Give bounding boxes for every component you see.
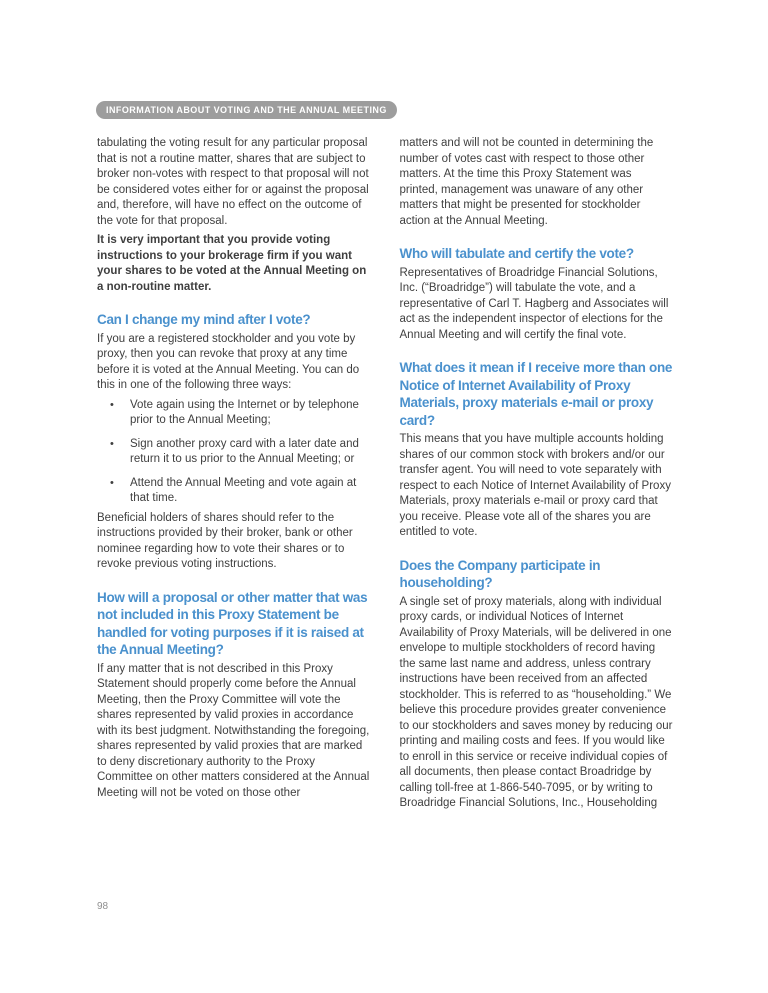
heading-can-i-change-my-mind: Can I change my mind after I vote? (97, 312, 311, 327)
bullet-item-attend-annual-meeting: • Attend the Annual Meeting and vote again at that time. (130, 476, 371, 507)
bullet-item-vote-again-internet: • Vote again using the Internet or by telephone prior to the Annual Meeting; (130, 398, 371, 429)
heading-householding: Does the Company participate in householding? (399, 557, 601, 590)
page-number: 98 (97, 901, 109, 912)
paragraph-beneficial-holders: Beneficial holders of shares should refer to the instructions provided by their broker, bank or other nominee regarding how to vote their shares or to revoke previous voting instructions. (97, 511, 353, 570)
section-header-badge: INFORMATION ABOUT VOTING AND THE ANNUAL MEETING (96, 101, 397, 119)
paragraph-householding: A single set of proxy materials, along with individual proxy cards, or individual Notices of Internet Availability of Proxy Materials, will be delivered in one envelope to multiple stockholders of record having the same last name and address, unless contrary instructions have been received from an affected stockholder. This is referred to as “householding.” We believe this procedure provides greater convenience to our stockholders and saves money by reducing our printing and mailing costs and fees. If you would like to enroll in this service or receive individual copies of all documents, then please contact Broadridge by calling toll-free at 1-866-540-7095, or by writing to Broadridge Financial Solutions, Inc., Householding (399, 595, 673, 809)
heading-how-will-a-proposal-be-handled: How will a proposal or other matter that was not included in this Proxy Statement be handled for voting purposes if it is raised at the Annual Meeting? (97, 589, 368, 657)
right-column (400, 136, 674, 816)
paragraph-important-voting-instructions: It is very important that you provide voting instructions to your brokerage firm if you want your shares to be voted at the Annual Meeting on a non-routine matter. (97, 234, 367, 293)
left-column (97, 136, 371, 816)
paragraph-revoke-proxy: If you are a registered stockholder and you vote by proxy, then you can revoke that proxy at any time before it is voted at the Annual Meeting. You can do this in one of the following three ways: (97, 332, 360, 391)
heading-multiple-notices: What does it mean if I receive more than one Notice of Internet Availability of Proxy Materials, proxy materials e-mail or proxy card? (399, 360, 673, 428)
heading-who-will-tabulate: Who will tabulate and certify the vote? (399, 246, 634, 261)
two-column-text-area (97, 136, 673, 816)
bullet-item-sign-another-proxy-card: • Sign another proxy card with a later date and return it to us prior to the Annual Meeting; or (130, 437, 371, 468)
paragraph-matters-continued: matters and will not be counted in determining the number of votes cast with respect to those other matters. At the time this Proxy Statement was printed, management was unaware of any other matters that might be presented for stockholder action at the Annual Meeting. (399, 137, 654, 227)
revoke-options-bullet-list (97, 398, 371, 507)
paragraph-multiple-accounts: This means that you have multiple accounts holding shares of our common stock with brokers and/or our transfer agent. You will need to vote separately with respect to each Notice of Internet Availability of Proxy Materials, proxy materials e-mail or proxy card that you receive. Please vote all of the shares you are entitled to vote. (399, 433, 671, 538)
paragraph-broadridge-tabulate: Representatives of Broadridge Financial Solutions, Inc. (“Broadridge”) will tabulate the vote, and a representative of Carl T. Hagberg and Associates will act as the independent inspector of elections for the Annual Meeting and will certify the final vote. (399, 266, 669, 341)
paragraph-proxy-committee-judgment: If any matter that is not described in this Proxy Statement should properly come before the Annual Meeting, then the Proxy Committee will vote the shares represented by valid proxies in accordance with its best judgment. Notwithstanding the foregoing, shares represented by valid proxies that are marked to deny discretionary authority to the Proxy Committee on other matters considered at the Annual Meeting will not be voted on those other (97, 662, 370, 799)
paragraph-broker-nonvotes: tabulating the voting result for any particular proposal that is not a routine matter, shares that are subject to broker non-votes with respect to that proposal will not be considered votes either for or against the proposal and, therefore, will have no effect on the outcome of the vote for that proposal. (97, 137, 369, 227)
